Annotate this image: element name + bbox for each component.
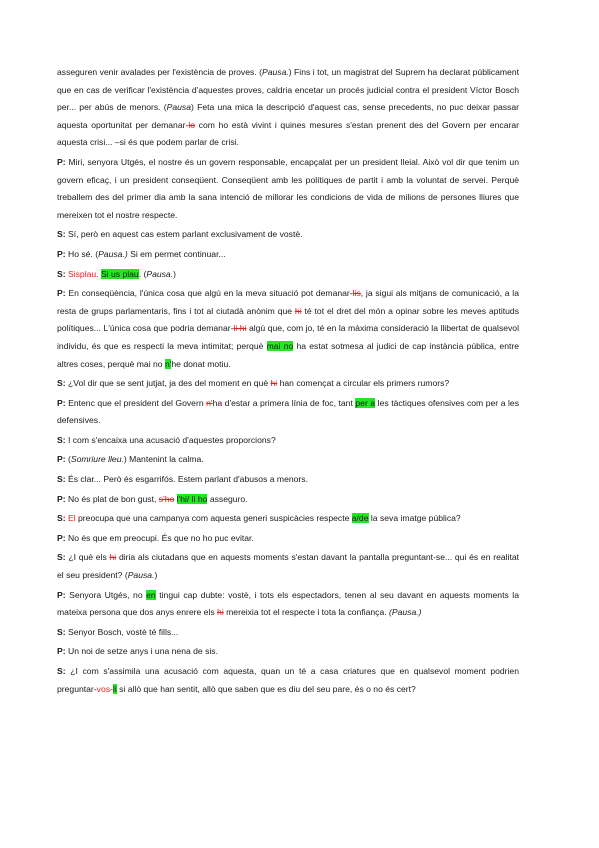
speaker-label: S:	[57, 513, 66, 524]
text-run: Miri, senyora Utgés, el nostre és un govern responsable, encapçalat per un president lleial. Això vol dir que tenim un govern eficaç, i un president conseqüent. Conseqüent amb les polítiques de partit i amb la voluntat de servei. Perquè treballem des del primer dia amb la sana intenció de millorar les condicions de vida de milions de persones lliures que mereixen tot el nostre respecte.	[57, 156, 519, 220]
stage-direction: Pausa.)	[98, 248, 128, 259]
text-run: I com s'encaixa una acusació d'aquestes proporcions?	[65, 434, 276, 445]
text-run: asseguren venir avalades per l'existència de proves. (	[57, 67, 262, 77]
text-run: Ho sé. (	[65, 248, 99, 259]
highlighted-insertion: a/de	[351, 513, 369, 524]
text-run: , ja sigui als mitjans de comunicació, a la resta de grups parlamentaris, fins i tot al ciutadà anònim que	[57, 288, 519, 316]
text-run: ha d'estar a primera línia de foc, tant	[212, 397, 356, 408]
stage-direction: Somriure lleu.	[70, 454, 124, 465]
dialogue-paragraph	[57, 226, 519, 244]
tracked-deletion: hi	[294, 305, 302, 316]
speaker-label: P:	[57, 248, 66, 259]
speaker-label: S:	[57, 378, 66, 389]
dialogue-paragraph	[57, 471, 519, 489]
document-page	[57, 64, 519, 700]
tracked-correction: El	[67, 513, 76, 524]
text-run: No és que em preocupi. És que no ho puc evitar.	[65, 532, 254, 543]
highlighted-insertion: per a	[355, 397, 376, 408]
text-run: algú que, com jo, té en la màxima consideració la llibertat de qualsevol individu, és que es respecti la meva intimitat; perquè	[57, 323, 519, 351]
dialogue-paragraph	[57, 451, 519, 469]
speaker-label: P:	[57, 288, 66, 299]
text-run: Sí, però en aquest cas estem parlant exclusivament de vostè.	[65, 229, 303, 240]
stage-direction: Pausa.	[262, 67, 289, 77]
text-run: he donat motiu.	[171, 358, 231, 369]
dialogue-paragraph	[57, 587, 519, 622]
text-run: mereixia tot el respecte i tota la confiança.	[223, 607, 390, 618]
speaker-label: P:	[57, 493, 66, 504]
dialogue-paragraph	[57, 266, 519, 284]
text-run: Si em permet continuar...	[127, 248, 226, 259]
dialogue-paragraph	[57, 395, 519, 430]
speaker-label: S:	[57, 229, 66, 240]
text-run: . (	[138, 268, 147, 279]
speaker-label: P:	[57, 397, 66, 408]
dialogue-paragraph	[57, 246, 519, 264]
dialogue-paragraph	[57, 643, 519, 661]
text-run: Un noi de setze anys i una nena de sis.	[65, 646, 218, 657]
text-run: ) Fins i tot, un magistrat del Suprem ha declarat públicament que en cas de verificar l'existència d'aquestes proves, caldria encetar un procés judicial contra el president Víctor Bosch per... per abús de menors. (	[57, 67, 519, 113]
text-run: preocupa que una campanya com aquesta generi suspicàcies respecte	[75, 513, 352, 524]
tracked-deletion: hi	[109, 552, 117, 563]
speaker-label: P:	[57, 646, 66, 657]
text-run: diria als ciutadans que en aquests moments s'estan davant la pantalla preguntant-se... qui és en realitat el seu president? (	[57, 552, 520, 581]
text-run: )	[173, 268, 176, 279]
tracked-correction: vos	[96, 683, 111, 694]
dialogue-paragraph	[57, 375, 519, 393]
highlighted-insertion: mai no	[266, 340, 294, 351]
text-run: ) Mantenint la calma.	[123, 454, 204, 465]
stage-direction: Pausa.	[127, 570, 155, 581]
text-run: Senyora Utgés, no	[65, 589, 147, 600]
stage-direction: Pausa.	[146, 268, 174, 279]
dialogue-paragraph	[57, 663, 519, 698]
stage-direction: Pausa	[166, 102, 192, 113]
speaker-label: S:	[57, 666, 66, 676]
text-run: han començat a circular els primers rumors?	[277, 378, 450, 389]
text-run: la seva imatge pública?	[368, 513, 461, 524]
dialogue-paragraph	[57, 530, 519, 548]
speaker-label: S:	[57, 268, 66, 279]
dialogue-paragraph	[57, 64, 519, 152]
text-run: )	[154, 570, 158, 581]
tracked-deletion: n'	[206, 397, 213, 408]
tracked-deletion: lo	[188, 119, 196, 130]
text-run: .	[96, 268, 101, 279]
tracked-deletion: s'ho	[158, 493, 175, 504]
tracked-deletion: lis	[352, 288, 361, 299]
speaker-label: P:	[57, 589, 66, 600]
speaker-label: S:	[57, 434, 66, 445]
highlighted-insertion: l'hi/ li ho	[176, 493, 208, 504]
highlighted-insertion: n'	[164, 358, 172, 369]
speaker-label: P:	[57, 532, 66, 543]
highlighted-insertion: Si us plau	[100, 268, 139, 279]
text-run: té tot el dret del món a opinar sobre les meves aptituds polítiques... L'única cosa que podria demanar-	[57, 305, 519, 334]
tracked-deletion: li hi	[233, 323, 247, 334]
speaker-label: S:	[57, 626, 66, 637]
text-run: Entenc que el president del Govern	[65, 397, 207, 408]
text-run: (	[65, 454, 71, 465]
dialogue-paragraph	[57, 624, 519, 642]
speaker-label: S:	[57, 474, 66, 485]
text-run: com ho està vivint i quines mesures s'estan prenent des del Govern per encarar aquesta crisi... –si és que podem parlar de crisi.	[57, 119, 519, 148]
text-run: si allò que han sentit, allò que saben que es diu del seu pare, és o no és cert?	[116, 683, 416, 694]
stage-direction: (Pausa.)	[389, 607, 422, 618]
text-run: En conseqüència, l'única cosa que algú en la meva situació pot demanar-	[65, 288, 353, 299]
dialogue-paragraph	[57, 154, 519, 224]
tracked-deletion: hi	[217, 607, 224, 618]
highlighted-insertion: en	[146, 589, 156, 600]
text-run: tingui cap dubte: vostè, i tots els espectadors, tenen al seu davant en aquests moments la mateixa persona que dos anys enrere els	[57, 589, 519, 618]
text-run: ¿I què els	[65, 552, 110, 563]
speaker-label: P:	[57, 454, 66, 465]
speaker-label: S:	[57, 552, 66, 563]
text-run: asseguro.	[207, 493, 248, 504]
dialogue-paragraph	[57, 510, 519, 528]
text-run: ¿I com s'assimila una acusació com aquesta, quan un té a casa criatures que en qualsevol moment podrien preguntar-	[57, 666, 519, 694]
text-run: ha estat sotmesa al judici de cap instància pública, entre altres coses, perquè mai no	[57, 340, 520, 369]
dialogue-paragraph	[57, 549, 519, 584]
text-run: Senyor Bosch, vostè té fills...	[65, 626, 179, 637]
text-run: -	[110, 683, 113, 694]
speaker-label: P:	[57, 156, 66, 167]
highlighted-insertion: li	[112, 683, 117, 694]
text-run: ¿Vol dir que se sent jutjat, ja des del moment en què	[65, 378, 271, 389]
dialogue-paragraph	[57, 491, 519, 509]
text-run: ) Feta una mica la descripció d'aquest cas, sense precedents, no puc deixar passar aquesta oportunitat per demanar-	[57, 102, 519, 130]
tracked-correction: Sisplau	[67, 268, 97, 279]
text-run: les tàctiques ofensives com per a les defensives.	[57, 397, 520, 426]
text-run: És clar... Però és esgarrifós. Estem parlant d'abusos a menors.	[65, 474, 308, 485]
tracked-deletion: hi	[270, 378, 278, 389]
text-run: No és plat de bon gust,	[65, 493, 159, 504]
dialogue-paragraph	[57, 285, 519, 373]
dialogue-paragraph	[57, 432, 519, 450]
